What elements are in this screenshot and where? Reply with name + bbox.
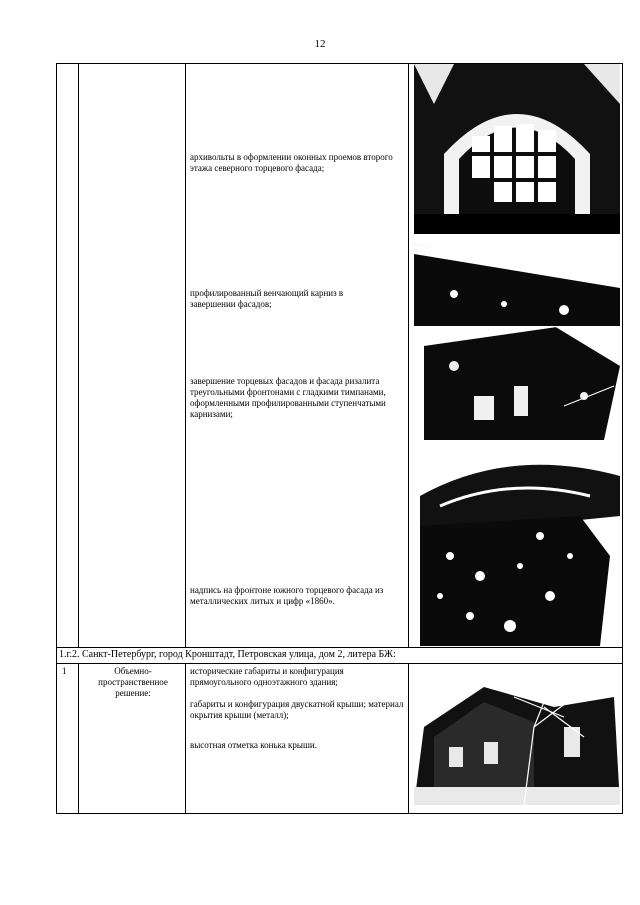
column-border bbox=[78, 663, 79, 814]
column-border bbox=[78, 63, 79, 648]
column-border bbox=[408, 663, 409, 814]
south-facade-inscription-photo bbox=[420, 456, 620, 646]
row-category: Объемно-пространственное решение: bbox=[98, 666, 168, 698]
column-border bbox=[56, 63, 57, 648]
column-border bbox=[185, 63, 186, 648]
heading-left-border bbox=[56, 647, 57, 663]
building-exterior-photo bbox=[414, 667, 620, 805]
arched-window-photo bbox=[414, 64, 620, 234]
row-border bbox=[56, 647, 623, 648]
pediment-photo bbox=[414, 326, 620, 440]
column-border bbox=[56, 663, 57, 814]
column-border bbox=[622, 663, 623, 814]
table-bottom-border bbox=[56, 813, 623, 814]
row-border bbox=[56, 663, 623, 664]
feature-text-cornice: профилированный венчающий карниз в завершении фасадов; bbox=[190, 288, 344, 309]
page-number: 12 bbox=[314, 38, 326, 50]
column-border bbox=[408, 63, 409, 648]
feature-text-inscription: надпись на фронтоне южного торцевого фасада из металлических литых и цифр «1860». bbox=[190, 585, 384, 606]
heading-right-border bbox=[622, 647, 623, 663]
feature-text-dimensions: исторические габариты и конфигурация прямоугольного одноэтажного здания; bbox=[190, 666, 344, 687]
feature-text-roof: габариты и конфигурация двускатной крыши; материал окрытия крыши (металл); bbox=[190, 699, 404, 720]
feature-text-ridge: высотная отметка конька крыши. bbox=[190, 740, 317, 750]
column-border bbox=[622, 63, 623, 648]
section-heading: 1.г.2. Санкт-Петербург, город Кронштадт, Петровская улица, дом 2, литера БЖ: bbox=[59, 649, 396, 660]
row-number: 1 bbox=[62, 666, 67, 676]
feature-text-pediments: завершение торцевых фасадов и фасада ризалита треугольными фронтонами с гладкими тимпанами, оформленными профилированными ступенчатыми карнизами; bbox=[190, 376, 386, 419]
feature-text-archivolts: архивольты в оформлении оконных проемов второго этажа северного торцевого фасада; bbox=[190, 152, 393, 173]
cornice-photo bbox=[414, 244, 620, 326]
column-border bbox=[185, 663, 186, 814]
